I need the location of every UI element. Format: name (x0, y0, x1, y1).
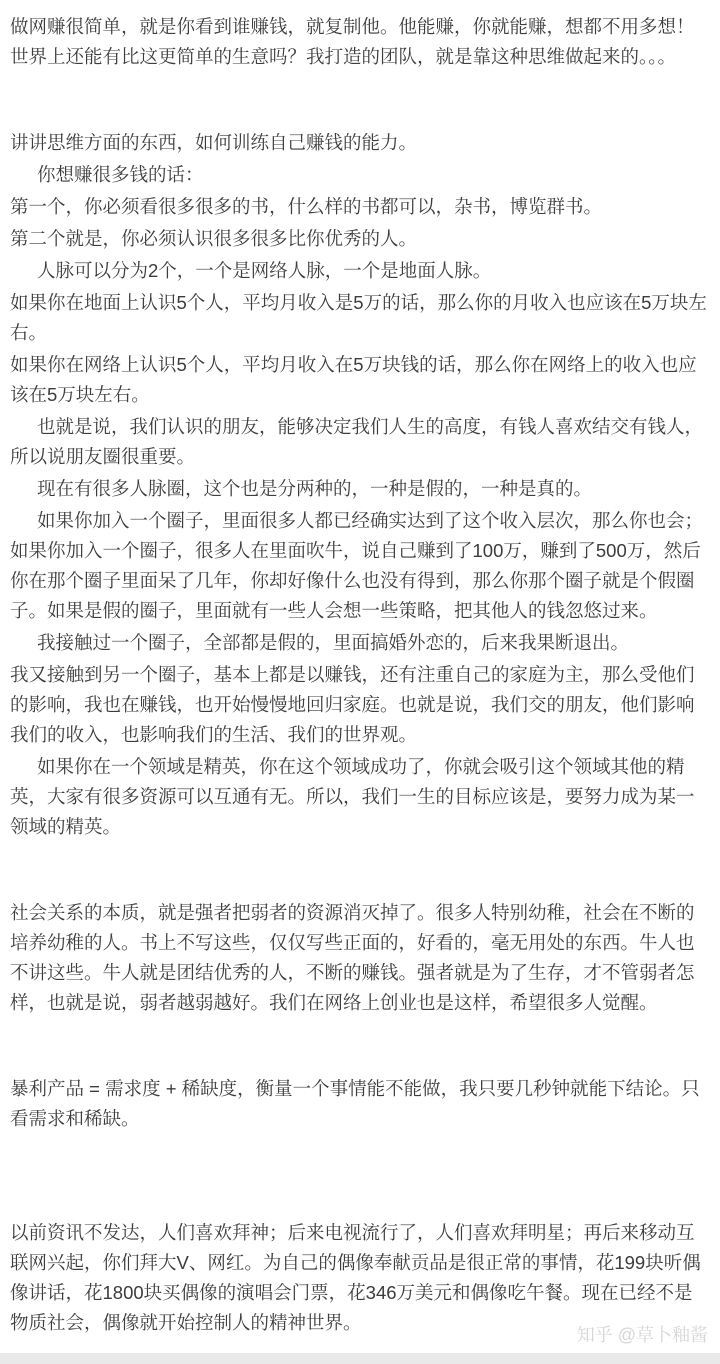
paragraph: 我接触过一个圈子，全部都是假的，里面搞婚外恋的，后来我果断退出。 (37, 632, 630, 653)
paragraph: 第一个，你必须看很多很多的书，什么样的书都可以，杂书，博览群书。 (10, 196, 603, 217)
paragraph: 以前资讯不发达，人们喜欢拜神；后来电视流行了，人们喜欢拜明星；再后来移动互联网兴起，你们拜大V、网红。为自己的偶像奉献贡品是很正常的事情，花199块听偶像讲话，花1800块买偶像的演唱会门票，花346万美元和偶像吃午餐。现在已经不是物质社会，偶像就开始控制人的精神世界。 (10, 1222, 701, 1333)
paragraph: 现在有很多人脉圈，这个也是分两种的，一种是假的，一种是真的。 (37, 478, 593, 499)
bottom-divider (0, 1353, 720, 1364)
paragraph: 社会关系的本质，就是强者把弱者的资源消灭掉了。很多人特别幼稚，社会在不断的培养幼稚的人。书上不写这些，仅仅写些正面的，好看的，毫无用处的东西。牛人也不讲这些。牛人就是团结优秀的人，不断的赚钱。强者就是为了生存，才不管弱者怎样，也就是说，弱者越弱越好。我们在网络上创业也是这样，希望很多人觉醒。 (10, 902, 695, 1013)
paragraph: 人脉可以分为2个，一个是网络人脉，一个是地面人脉。 (37, 260, 492, 281)
paragraph: 如果你在一个领域是精英，你在这个领域成功了，你就会吸引这个领域其他的精英，大家有很多资源可以互通有无。所以，我们一生的目标应该是，要努力成为某一领域的精英。 (10, 756, 695, 837)
paragraph: 你想赚很多钱的话： (37, 164, 204, 185)
paragraph: 如果你在地面上认识5个人，平均月收入是5万的话，那么你的月收入也应该在5万块左右。 (10, 292, 707, 343)
zhihu-watermark: 知乎 @草卜釉酱 (576, 1325, 708, 1345)
paragraph: 第二个就是，你必须认识很多很多比你优秀的人。 (10, 228, 418, 249)
paragraph: 如果你在网络上认识5个人，平均月收入在5万块钱的话，那么你在网络上的收入也应该在5万块左右。 (10, 354, 697, 405)
paragraph: 也就是说，我们认识的朋友，能够决定我们人生的高度，有钱人喜欢结交有钱人，所以说朋友圈很重要。 (10, 416, 704, 467)
paragraph: 暴利产品 = 需求度 + 稀缺度，衡量一个事情能不能做，我只要几秒钟就能下结论。只看需求和稀缺。 (10, 1078, 700, 1129)
paragraph: 讲讲思维方面的东西，如何训练自己赚钱的能力。 (10, 132, 418, 153)
paragraph: 我又接触到另一个圈子，基本上都是以赚钱，还有注重自己的家庭为主，那么受他们的影响，我也在赚钱，也开始慢慢地回归家庭。也就是说，我们交的朋友，他们影响我们的收入，也影响我们的生活、我们的世界观。 (10, 664, 695, 745)
paragraph: 如果你加入一个圈子，里面很多人都已经确实达到了这个收入层次，那么你也会；如果你加入一个圈子，很多人在里面吹牛，说自己赚到了100万，赚到了500万，然后你在那个圈子里面呆了几年，你却好像什么也没有得到，那么你那个圈子就是个假圈子。如果是假的圈子，里面就有一些人会想一些策略，把其他人的钱忽悠过来。 (10, 510, 704, 621)
paragraph: 做网赚很简单，就是你看到谁赚钱，就复制他。他能赚，你就能赚，想都不用多想！世界上还能有比这更简单的生意吗？我打造的团队，就是靠这种思维做起来的。。。 (10, 16, 695, 67)
